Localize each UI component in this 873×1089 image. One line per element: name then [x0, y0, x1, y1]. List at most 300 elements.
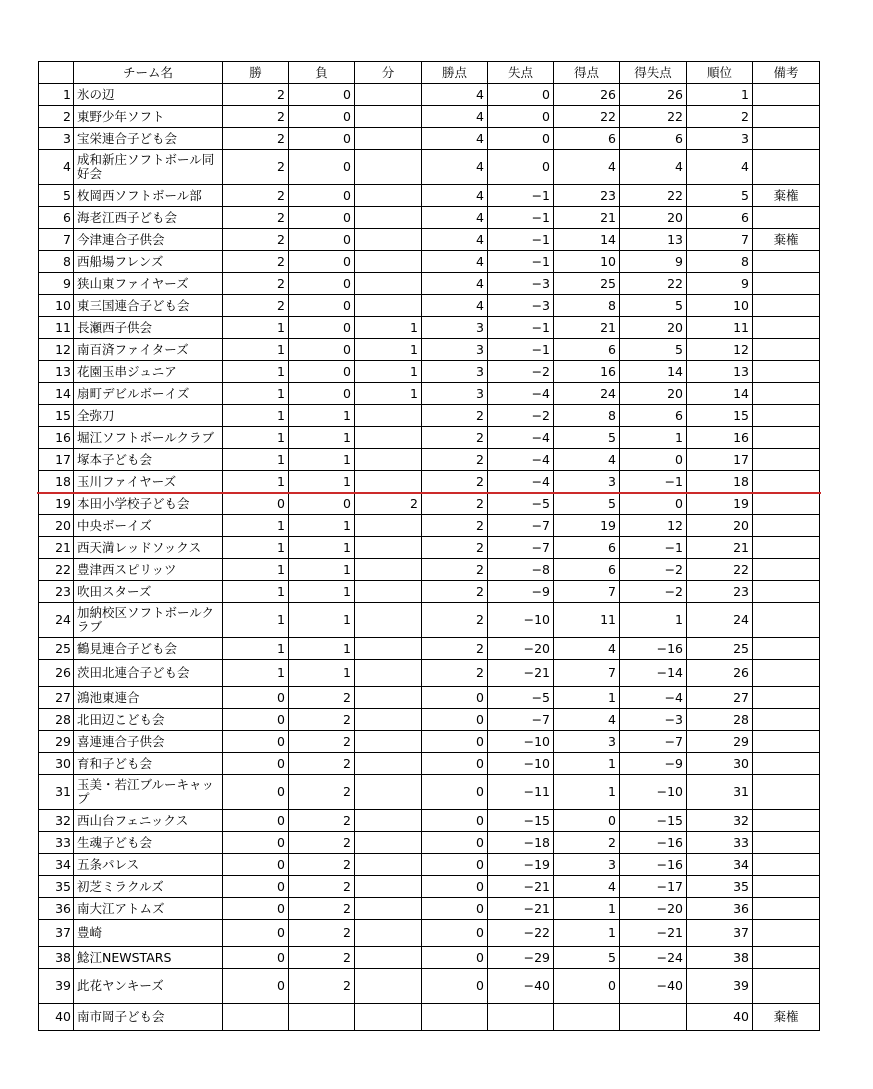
cell-run-diff: −1 — [620, 471, 687, 493]
cell-runs-for: 1 — [554, 898, 620, 920]
cell-losses: 1 — [289, 471, 355, 493]
cell-losses: 1 — [289, 537, 355, 559]
cell-run-diff: 14 — [620, 361, 687, 383]
cell-runs-against: −29 — [488, 947, 554, 969]
cell-rank: 12 — [687, 339, 753, 361]
cell-team-name: 西船場フレンズ — [74, 251, 223, 273]
cell-runs-for: 10 — [554, 251, 620, 273]
cell-runs-for: 22 — [554, 106, 620, 128]
cell-runs-against: −3 — [488, 295, 554, 317]
cell-notes — [753, 471, 820, 493]
cell-rank: 16 — [687, 427, 753, 449]
cell-rank: 22 — [687, 559, 753, 581]
cell-team-name: 狭山東ファイヤーズ — [74, 273, 223, 295]
table-row — [39, 638, 820, 660]
cell-rank: 3 — [687, 128, 753, 150]
cell-runs-for: 8 — [554, 295, 620, 317]
cell-no: 31 — [39, 775, 74, 810]
cell-runs-against: −1 — [488, 339, 554, 361]
cell-no: 24 — [39, 603, 74, 638]
table-row — [39, 229, 820, 251]
cell-notes — [753, 603, 820, 638]
cell-draws — [355, 84, 422, 106]
cell-run-diff: 4 — [620, 150, 687, 185]
cell-wins: 2 — [223, 185, 289, 207]
cell-no: 34 — [39, 854, 74, 876]
col-header-wins: 勝 — [223, 62, 289, 84]
cell-team-name: 育和子ども会 — [74, 753, 223, 775]
cell-team-name: 氷の辺 — [74, 84, 223, 106]
cell-losses: 1 — [289, 515, 355, 537]
cell-team-name: 本田小学校子ども会 — [74, 493, 223, 515]
cell-runs-for: 19 — [554, 515, 620, 537]
cell-wins: 0 — [223, 876, 289, 898]
table-row — [39, 731, 820, 753]
cell-losses: 1 — [289, 405, 355, 427]
cell-run-diff: −7 — [620, 731, 687, 753]
cell-runs-against: 0 — [488, 106, 554, 128]
cell-draws — [355, 731, 422, 753]
cell-no: 9 — [39, 273, 74, 295]
cell-run-diff: 20 — [620, 207, 687, 229]
cell-rank: 8 — [687, 251, 753, 273]
cell-draws — [355, 810, 422, 832]
cell-no: 1 — [39, 84, 74, 106]
cell-runs-for — [554, 1004, 620, 1031]
cell-losses: 2 — [289, 969, 355, 1004]
cell-run-diff: 13 — [620, 229, 687, 251]
cell-losses: 1 — [289, 449, 355, 471]
cell-draws — [355, 207, 422, 229]
cell-rank: 36 — [687, 898, 753, 920]
standings-table — [38, 61, 820, 1031]
cell-wins: 1 — [223, 581, 289, 603]
table-row — [39, 753, 820, 775]
cell-draws: 2 — [355, 493, 422, 515]
cell-points: 4 — [422, 207, 488, 229]
cell-losses: 0 — [289, 150, 355, 185]
cell-rank: 1 — [687, 84, 753, 106]
cell-runs-against — [488, 1004, 554, 1031]
cell-wins: 0 — [223, 969, 289, 1004]
cell-draws — [355, 775, 422, 810]
cell-wins: 0 — [223, 687, 289, 709]
cell-team-name: 西山台フェニックス — [74, 810, 223, 832]
cell-runs-against: −1 — [488, 185, 554, 207]
cell-runs-against: 0 — [488, 128, 554, 150]
cell-notes — [753, 731, 820, 753]
cell-wins: 0 — [223, 898, 289, 920]
cell-no: 3 — [39, 128, 74, 150]
cell-runs-for: 1 — [554, 920, 620, 947]
cell-losses: 2 — [289, 709, 355, 731]
cell-no: 23 — [39, 581, 74, 603]
cell-runs-for: 4 — [554, 709, 620, 731]
cell-losses — [289, 1004, 355, 1031]
cell-team-name: 玉美・若江ブルーキャップ — [74, 775, 223, 810]
cell-wins: 2 — [223, 150, 289, 185]
cell-points: 0 — [422, 753, 488, 775]
cell-run-diff: 1 — [620, 603, 687, 638]
cell-runs-against: −1 — [488, 251, 554, 273]
cell-runs-for: 8 — [554, 405, 620, 427]
cell-run-diff: −21 — [620, 920, 687, 947]
table-row — [39, 185, 820, 207]
cell-runs-against: −22 — [488, 920, 554, 947]
cell-losses: 1 — [289, 581, 355, 603]
cell-team-name: 生魂子ども会 — [74, 832, 223, 854]
cell-points: 2 — [422, 405, 488, 427]
cell-runs-against: −10 — [488, 753, 554, 775]
cell-team-name: 豊津西スピリッツ — [74, 559, 223, 581]
cell-notes — [753, 687, 820, 709]
cell-notes — [753, 969, 820, 1004]
cell-team-name: 花園玉串ジュニア — [74, 361, 223, 383]
cell-run-diff: 12 — [620, 515, 687, 537]
cell-wins: 2 — [223, 273, 289, 295]
cell-wins: 2 — [223, 128, 289, 150]
cell-losses: 1 — [289, 603, 355, 638]
cell-points: 2 — [422, 559, 488, 581]
cell-points: 2 — [422, 493, 488, 515]
cell-team-name: 玉川ファイヤーズ — [74, 471, 223, 493]
cell-points: 2 — [422, 581, 488, 603]
cell-run-diff: −17 — [620, 876, 687, 898]
cell-run-diff: −10 — [620, 775, 687, 810]
cell-notes — [753, 84, 820, 106]
cell-rank: 25 — [687, 638, 753, 660]
cell-no: 30 — [39, 753, 74, 775]
cell-rank: 19 — [687, 493, 753, 515]
cell-notes — [753, 920, 820, 947]
cell-no: 14 — [39, 383, 74, 405]
cell-run-diff: 0 — [620, 449, 687, 471]
col-header-no — [39, 62, 74, 84]
red-divider-line — [37, 492, 821, 494]
cell-rank: 11 — [687, 317, 753, 339]
table-row — [39, 969, 820, 1004]
cell-wins: 0 — [223, 810, 289, 832]
cell-rank: 34 — [687, 854, 753, 876]
cell-points: 3 — [422, 361, 488, 383]
cell-team-name: 鴻池東連合 — [74, 687, 223, 709]
cell-losses: 0 — [289, 295, 355, 317]
cell-team-name: 北田辺こども会 — [74, 709, 223, 731]
cell-runs-for: 4 — [554, 150, 620, 185]
cell-wins: 0 — [223, 854, 289, 876]
cell-runs-against: −4 — [488, 471, 554, 493]
cell-runs-for: 4 — [554, 876, 620, 898]
cell-wins: 1 — [223, 405, 289, 427]
cell-runs-against: −21 — [488, 898, 554, 920]
cell-run-diff: −24 — [620, 947, 687, 969]
cell-runs-for: 5 — [554, 947, 620, 969]
cell-draws — [355, 229, 422, 251]
cell-wins: 0 — [223, 920, 289, 947]
cell-losses: 0 — [289, 361, 355, 383]
cell-runs-for: 0 — [554, 810, 620, 832]
cell-team-name: 喜連連合子供会 — [74, 731, 223, 753]
cell-rank: 27 — [687, 687, 753, 709]
cell-draws — [355, 969, 422, 1004]
cell-runs-against: −7 — [488, 709, 554, 731]
cell-runs-against: −2 — [488, 361, 554, 383]
cell-run-diff: 22 — [620, 106, 687, 128]
cell-rank: 33 — [687, 832, 753, 854]
cell-team-name: 宝栄連合子ども会 — [74, 128, 223, 150]
cell-runs-for: 6 — [554, 128, 620, 150]
cell-run-diff: −40 — [620, 969, 687, 1004]
cell-notes — [753, 106, 820, 128]
cell-run-diff: 9 — [620, 251, 687, 273]
cell-no: 13 — [39, 361, 74, 383]
cell-notes — [753, 709, 820, 731]
cell-runs-against: −4 — [488, 383, 554, 405]
cell-draws — [355, 537, 422, 559]
cell-points: 2 — [422, 471, 488, 493]
cell-runs-against: −8 — [488, 559, 554, 581]
cell-losses: 2 — [289, 898, 355, 920]
cell-runs-for: 3 — [554, 471, 620, 493]
cell-runs-against: −7 — [488, 515, 554, 537]
cell-team-name: 東三国連合子ども会 — [74, 295, 223, 317]
cell-runs-against: 0 — [488, 150, 554, 185]
cell-losses: 0 — [289, 128, 355, 150]
cell-run-diff: 0 — [620, 493, 687, 515]
cell-draws — [355, 185, 422, 207]
cell-points: 4 — [422, 106, 488, 128]
cell-losses: 2 — [289, 876, 355, 898]
col-header-runs-against: 失点 — [488, 62, 554, 84]
table-row — [39, 559, 820, 581]
cell-points: 4 — [422, 150, 488, 185]
col-header-team-name: チーム名 — [74, 62, 223, 84]
cell-losses: 0 — [289, 84, 355, 106]
cell-wins: 1 — [223, 515, 289, 537]
cell-points: 4 — [422, 295, 488, 317]
cell-rank: 26 — [687, 660, 753, 687]
cell-wins: 1 — [223, 427, 289, 449]
cell-losses: 0 — [289, 229, 355, 251]
cell-points: 2 — [422, 537, 488, 559]
cell-runs-against: −7 — [488, 537, 554, 559]
cell-notes — [753, 876, 820, 898]
col-header-losses: 負 — [289, 62, 355, 84]
cell-runs-for: 7 — [554, 581, 620, 603]
cell-runs-against: −10 — [488, 603, 554, 638]
cell-no: 7 — [39, 229, 74, 251]
table-row — [39, 150, 820, 185]
cell-losses: 1 — [289, 660, 355, 687]
cell-losses: 2 — [289, 753, 355, 775]
cell-notes — [753, 537, 820, 559]
cell-losses: 2 — [289, 687, 355, 709]
cell-no: 5 — [39, 185, 74, 207]
cell-run-diff: 6 — [620, 128, 687, 150]
cell-notes — [753, 383, 820, 405]
cell-rank: 31 — [687, 775, 753, 810]
cell-run-diff: 20 — [620, 383, 687, 405]
cell-points: 0 — [422, 687, 488, 709]
cell-team-name: 豊崎 — [74, 920, 223, 947]
cell-points: 0 — [422, 832, 488, 854]
cell-no: 19 — [39, 493, 74, 515]
cell-rank: 28 — [687, 709, 753, 731]
cell-team-name: 西天満レッドソックス — [74, 537, 223, 559]
cell-runs-against: −15 — [488, 810, 554, 832]
cell-losses: 2 — [289, 775, 355, 810]
cell-losses: 0 — [289, 251, 355, 273]
cell-wins: 2 — [223, 251, 289, 273]
cell-notes — [753, 449, 820, 471]
cell-wins: 0 — [223, 947, 289, 969]
cell-wins: 1 — [223, 339, 289, 361]
cell-runs-against: −5 — [488, 687, 554, 709]
cell-run-diff: −16 — [620, 638, 687, 660]
cell-losses: 2 — [289, 832, 355, 854]
cell-runs-for: 5 — [554, 427, 620, 449]
cell-runs-against: −19 — [488, 854, 554, 876]
cell-rank: 4 — [687, 150, 753, 185]
cell-runs-for: 4 — [554, 638, 620, 660]
cell-team-name: 中央ボーイズ — [74, 515, 223, 537]
cell-notes — [753, 775, 820, 810]
cell-points: 0 — [422, 709, 488, 731]
cell-run-diff: −9 — [620, 753, 687, 775]
cell-rank: 35 — [687, 876, 753, 898]
table-row — [39, 493, 820, 515]
cell-points: 2 — [422, 427, 488, 449]
header-row — [39, 62, 820, 84]
cell-team-name: 此花ヤンキーズ — [74, 969, 223, 1004]
cell-no: 37 — [39, 920, 74, 947]
cell-run-diff: 6 — [620, 405, 687, 427]
cell-draws — [355, 515, 422, 537]
col-header-runs-for: 得点 — [554, 62, 620, 84]
cell-no: 6 — [39, 207, 74, 229]
cell-points: 3 — [422, 383, 488, 405]
cell-losses: 2 — [289, 854, 355, 876]
cell-losses: 1 — [289, 427, 355, 449]
cell-no: 8 — [39, 251, 74, 273]
cell-no: 36 — [39, 898, 74, 920]
cell-wins: 1 — [223, 449, 289, 471]
cell-wins: 0 — [223, 709, 289, 731]
cell-run-diff: 22 — [620, 273, 687, 295]
cell-draws — [355, 603, 422, 638]
cell-notes: 棄権 — [753, 185, 820, 207]
cell-no: 4 — [39, 150, 74, 185]
cell-notes — [753, 753, 820, 775]
table-row — [39, 471, 820, 493]
cell-run-diff: −2 — [620, 559, 687, 581]
cell-wins: 2 — [223, 84, 289, 106]
cell-draws — [355, 709, 422, 731]
cell-rank: 37 — [687, 920, 753, 947]
cell-team-name: 扇町デビルボーイズ — [74, 383, 223, 405]
table-row — [39, 660, 820, 687]
cell-runs-against: −40 — [488, 969, 554, 1004]
cell-notes — [753, 854, 820, 876]
table-row — [39, 876, 820, 898]
cell-runs-against: −1 — [488, 317, 554, 339]
cell-wins: 2 — [223, 106, 289, 128]
cell-points: 0 — [422, 947, 488, 969]
cell-runs-against: −18 — [488, 832, 554, 854]
cell-notes — [753, 273, 820, 295]
cell-team-name: 南百済ファイターズ — [74, 339, 223, 361]
cell-run-diff: −3 — [620, 709, 687, 731]
cell-losses: 0 — [289, 383, 355, 405]
cell-notes — [753, 638, 820, 660]
cell-runs-against: −11 — [488, 775, 554, 810]
table-row — [39, 383, 820, 405]
cell-points: 0 — [422, 854, 488, 876]
cell-runs-for: 25 — [554, 273, 620, 295]
cell-runs-for: 16 — [554, 361, 620, 383]
table-row — [39, 775, 820, 810]
table-row — [39, 810, 820, 832]
cell-rank: 7 — [687, 229, 753, 251]
cell-notes — [753, 150, 820, 185]
cell-draws — [355, 295, 422, 317]
table-row — [39, 361, 820, 383]
cell-wins: 1 — [223, 361, 289, 383]
cell-draws — [355, 832, 422, 854]
cell-runs-for: 2 — [554, 832, 620, 854]
col-header-rank: 順位 — [687, 62, 753, 84]
cell-runs-against: −20 — [488, 638, 554, 660]
cell-points: 4 — [422, 229, 488, 251]
cell-runs-for: 6 — [554, 559, 620, 581]
cell-notes — [753, 361, 820, 383]
cell-team-name: 茨田北連合子ども会 — [74, 660, 223, 687]
cell-rank: 38 — [687, 947, 753, 969]
cell-notes — [753, 317, 820, 339]
cell-draws — [355, 1004, 422, 1031]
cell-wins: 1 — [223, 383, 289, 405]
cell-team-name: 五条パレス — [74, 854, 223, 876]
cell-no: 18 — [39, 471, 74, 493]
cell-run-diff: 5 — [620, 295, 687, 317]
cell-runs-against: −1 — [488, 207, 554, 229]
cell-rank: 13 — [687, 361, 753, 383]
cell-wins: 0 — [223, 731, 289, 753]
cell-points: 4 — [422, 273, 488, 295]
cell-wins: 1 — [223, 660, 289, 687]
cell-team-name: 塚本子ども会 — [74, 449, 223, 471]
table-row — [39, 709, 820, 731]
cell-notes — [753, 405, 820, 427]
cell-draws: 1 — [355, 361, 422, 383]
cell-run-diff: 5 — [620, 339, 687, 361]
cell-team-name: 鯰江NEWSTARS — [74, 947, 223, 969]
cell-runs-against: −10 — [488, 731, 554, 753]
cell-points: 0 — [422, 898, 488, 920]
cell-points: 2 — [422, 603, 488, 638]
cell-points: 4 — [422, 128, 488, 150]
cell-notes — [753, 898, 820, 920]
cell-draws: 1 — [355, 339, 422, 361]
cell-runs-for: 21 — [554, 207, 620, 229]
cell-team-name: 海老江西子ども会 — [74, 207, 223, 229]
cell-wins: 1 — [223, 559, 289, 581]
cell-points: 4 — [422, 185, 488, 207]
cell-rank: 39 — [687, 969, 753, 1004]
cell-points: 2 — [422, 660, 488, 687]
cell-notes — [753, 559, 820, 581]
cell-runs-for: 14 — [554, 229, 620, 251]
